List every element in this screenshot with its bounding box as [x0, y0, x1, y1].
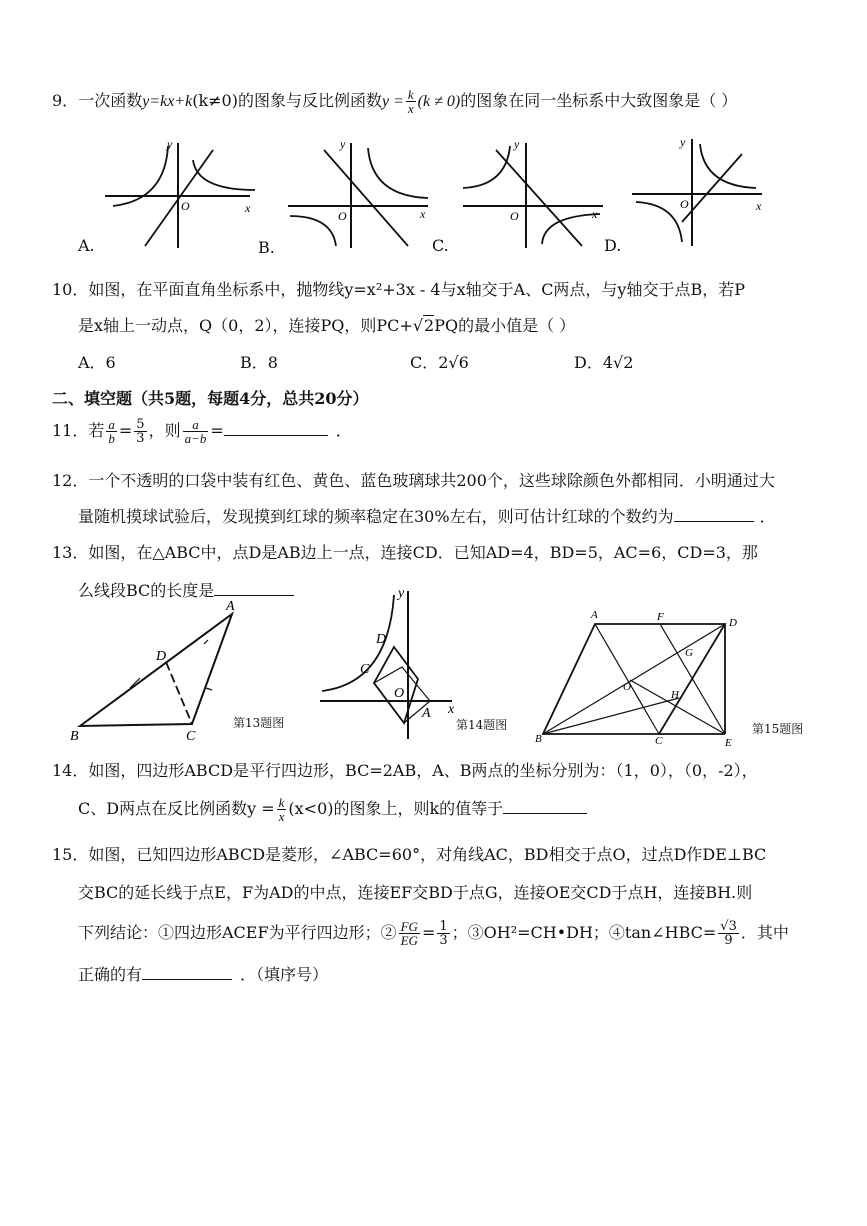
q10-option-b: B．8	[240, 353, 278, 372]
svg-text:D: D	[376, 632, 387, 647]
svg-text:E: E	[725, 737, 732, 746]
svg-text:x: x	[420, 207, 426, 221]
option-a-label: A.	[78, 236, 95, 255]
graph-option-d	[630, 134, 770, 250]
q15-line4: 正确的有 ．（填序号）	[78, 965, 329, 984]
svg-text:F: F	[657, 611, 664, 623]
svg-text:O: O	[680, 197, 689, 211]
option-c-label: C.	[432, 236, 449, 255]
sqrt-symbol: √	[412, 316, 424, 335]
section-2-heading: 二、填空题（共5题，每题4分，总共20分）	[52, 389, 369, 408]
q15-line1: 15．如图，已知四边形ABCD是菱形，∠ABC=60°，对角线AC，BD相交于点O，过点D作DE⊥BC	[52, 845, 767, 864]
svg-text:D: D	[729, 617, 737, 629]
svg-text:x: x	[448, 702, 455, 717]
figure-15-rhombus	[535, 606, 745, 746]
graph-option-c	[458, 138, 608, 250]
option-d-label: D.	[604, 236, 622, 255]
q10-option-c: C．2√6	[410, 353, 469, 372]
svg-text:x: x	[245, 201, 251, 215]
q15-line3: 下列结论：①四边形ACEF为平行四边形；② $\frac{FG}{EG}$ = $\frac{1}{3}$ ；③OH²=CH•DH；④tan∠HBC= $\frac{√3}{9}$ ．其中	[78, 919, 789, 948]
q15-line2: 交BC的延长线于点E，F为AD的中点，连接EF交BD于点G，连接OE交CD于点H，连接BH.则	[78, 883, 753, 902]
svg-text:x: x	[756, 199, 762, 213]
svg-text:O: O	[510, 209, 519, 223]
q11-stem: 11．若 $\frac{a}{b}$ = $\frac{5}{3}$ ，则 $\frac{a}{a-b}$ = ．	[52, 417, 352, 446]
svg-text:y: y	[398, 586, 405, 601]
figure-15-caption: 第15题图	[752, 722, 804, 736]
graph-option-a	[105, 138, 265, 250]
figure-14-caption: 第14题图	[456, 718, 508, 732]
svg-text:y: y	[680, 135, 686, 149]
k-over-x: $\frac{k}{x}$	[407, 87, 414, 116]
q14-line1: 14．如图，四边形ABCD是平行四边形，BC=2AB，A、B两点的坐标分别为：（1，0），（0，-2），	[52, 761, 758, 780]
graph-option-b	[288, 138, 438, 250]
svg-text:O: O	[623, 681, 631, 693]
svg-text:O: O	[394, 686, 405, 701]
q12-line1: 12．一个不透明的口袋中装有红色、黄色、蓝色玻璃球共200个，这些球除颜色外都相同．小明通过大	[52, 471, 775, 490]
svg-text:B: B	[535, 733, 542, 745]
svg-text:y: y	[167, 138, 173, 151]
q10-line1: 10．如图，在平面直角坐标系中，抛物线y=x²+3x - 4与x轴交于A、C两点，与y轴交于点B，若P	[52, 280, 745, 299]
svg-text:y: y	[340, 138, 346, 151]
svg-text:A: A	[422, 706, 431, 721]
svg-text:C: C	[186, 729, 196, 744]
q12-line2: 量随机摸球试验后，发现摸到红球的频率稳定在30%左右，则可估计红球的个数约为 ．	[78, 507, 776, 526]
answer-blank	[142, 978, 232, 980]
svg-text:x: x	[592, 207, 598, 221]
svg-text:y: y	[514, 138, 520, 151]
answer-blank	[503, 812, 587, 814]
svg-text:C: C	[360, 662, 370, 677]
svg-text:O: O	[338, 209, 347, 223]
q14-line2: C、D两点在反比例函数y = $\frac{k}{x}$ (x<0)的图象上，则k的值等于	[78, 796, 587, 823]
svg-text:A: A	[226, 599, 235, 614]
q9-stem: 9．一次函数y=kx+k(k≠0)的图象与反比例函数y = $\frac{k}{x}$ (k ≠ 0)的图象在同一坐标系中大致图象是（ ）	[52, 87, 738, 116]
q13-line1: 13．如图，在△ABC中，点D是AB边上一点，连接CD．已知AD=4，BD=5，AC=6，CD=3，那	[52, 543, 758, 562]
figure-13-caption: 第13题图	[233, 716, 285, 730]
svg-text:A: A	[591, 609, 598, 621]
q10-option-d: D．4√2	[574, 353, 634, 372]
svg-text:D: D	[156, 649, 167, 664]
figure-14-coordinate	[318, 583, 458, 743]
answer-blank	[224, 434, 328, 436]
svg-text:O: O	[181, 199, 190, 213]
option-b-label: B.	[258, 238, 275, 257]
q13-line2: 么线段BC的长度是	[78, 578, 294, 601]
q10-option-a: A．6	[78, 353, 116, 372]
svg-text:B: B	[70, 729, 79, 744]
svg-text:G: G	[685, 647, 693, 659]
q10-line2: 是x轴上一动点，Q（0，2），连接PQ，则PC+√2PQ的最小值是（ ）	[78, 316, 576, 335]
answer-blank	[674, 520, 754, 522]
svg-text:H: H	[671, 689, 679, 701]
svg-text:C: C	[655, 735, 663, 746]
